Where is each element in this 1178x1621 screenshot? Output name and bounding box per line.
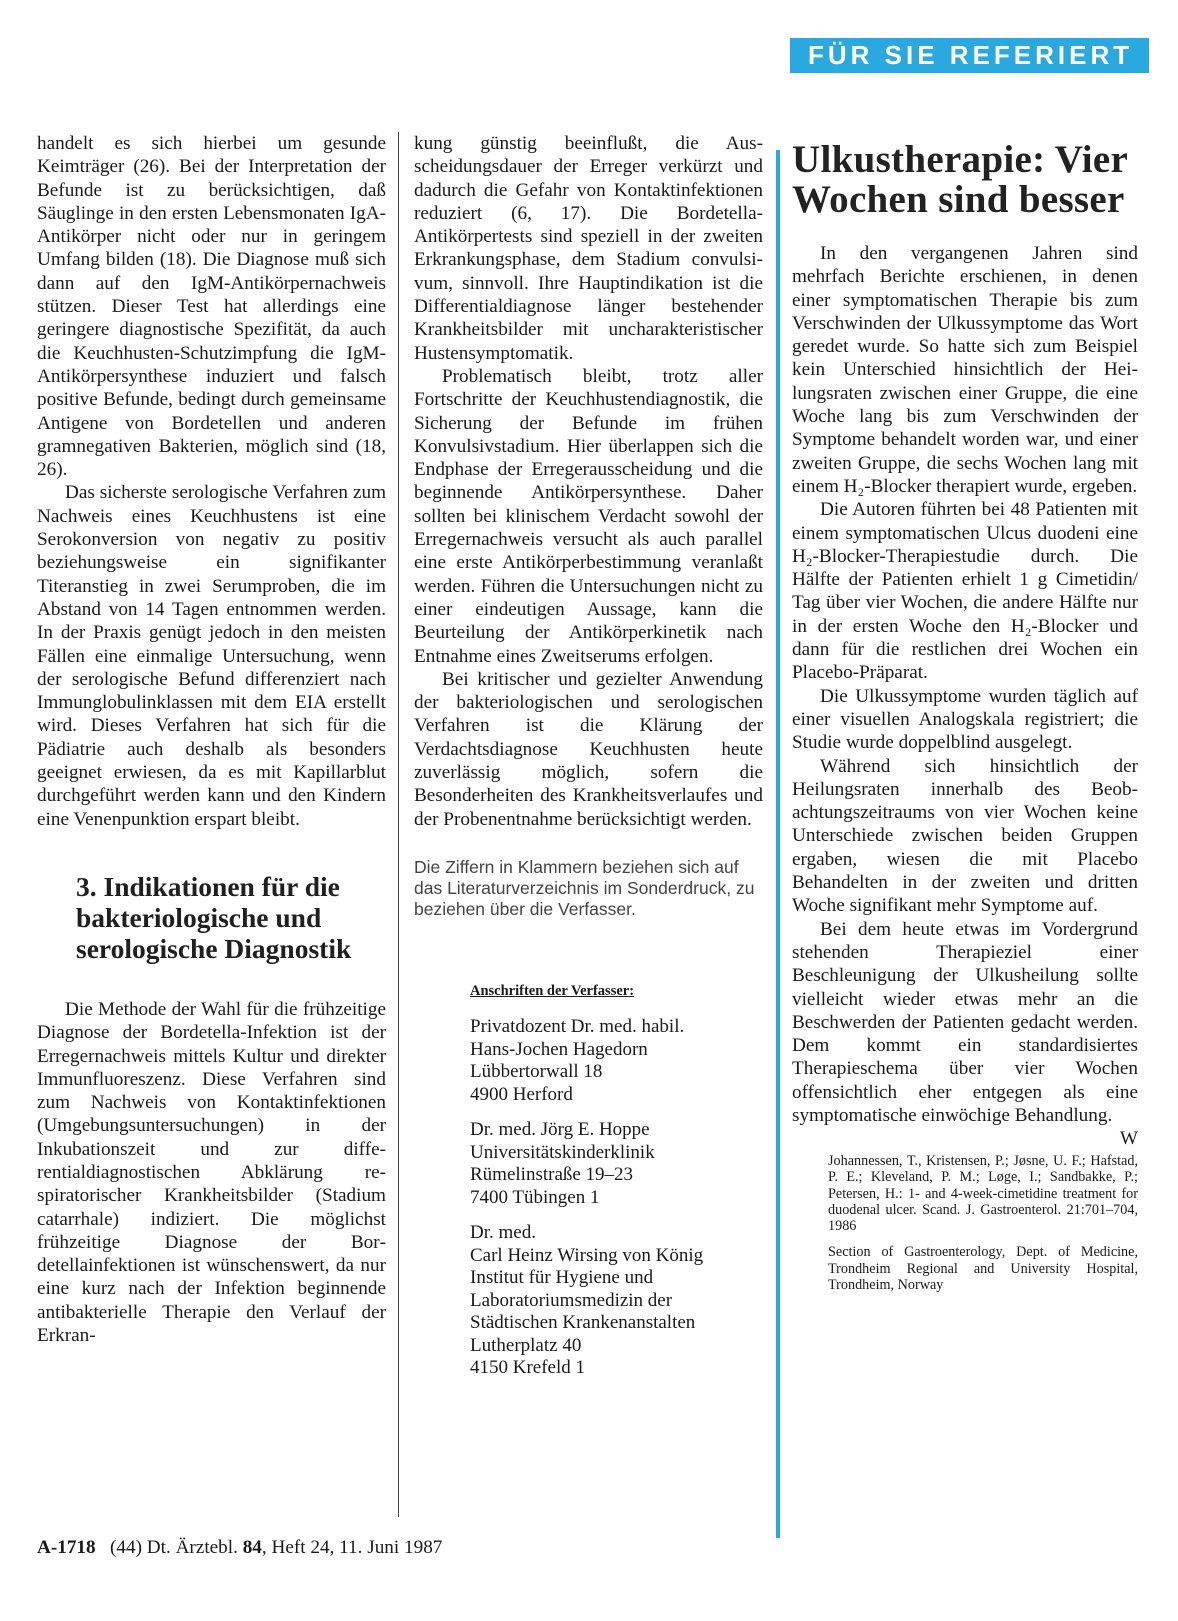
address-block: Privatdozent Dr. med. habil. Hans-Jochen Hagedorn Lübbertorwall 18 4900 Herford	[470, 1016, 685, 1105]
last-paragraph-text: Bei dem heute etwas im Vordergrund stehenden Therapieziel einer Beschleunigung der Ulkusheilung sollte vielleicht wieder etwas mehr an die Beschwerden der Patienten gedacht werden. Dem kommt ein standardisiertes Therapieschema über vier Wochen offensichtlich eher entgegen als eine symptomatische einwöchige Behandlung.	[792, 918, 1138, 1126]
body-paragraph: Problematisch bleibt, trotz aller Fortschritte der Keuchhustendiagnostik, die Sicherung der Befunde im frühen Konvulsivstadium. Hier überlappen sich die Endphase der Erregerausscheidung und die beginnende Antikörpersynthese. Daher sollten bei klinischem Verdacht sowohl der Erregernachweis versucht als auch parallel eine erste Antikörperbestimmung veranlaßt werden. Führen die Untersuchungen nicht zu einer eindeutigen Aussage, kann die Beurteilung der Antikörperkinetik nach Entnahme eines Zweitserums erfolgen.	[414, 365, 763, 667]
address-block: Dr. med. Jörg E. Hoppe Universitätskinderklinik Rümelinstraße 19–23 7400 Tübingen 1	[470, 1119, 655, 1208]
body-paragraph: Das sicherste serologische Verfahren zum Nachweis eines Keuchhustens ist eine Serokonversion von negativ zu positiv beziehungsweise ein signifikanter Titeranstieg in zwei Serumproben, die im Abstand von 14 Tagen entnommen werden. In der Praxis genügt jedoch in den meisten Fällen eine einmalige Untersuchung, wenn der serologische Befund differenziert nach Immunglobulinklassen mit dem EIA erstellt wird. Dieses Verfahren hat sich für die Pädiatrie auch deshalb als besonders geeignet erwiesen, da es mit Kapillarblut durchgeführt werden kann und den Kindern eine Venenpunktion erspart bleibt.	[37, 482, 386, 830]
issue-date: Heft 24, 11. Juni 1987	[271, 1537, 443, 1558]
body-paragraph: In den vergangenen Jahren sind mehrfach Berichte erschienen, in denen einer symptomatischen Therapie bis zum Verschwinden der Ulkussymptome das Wort geredet wurde. So hatte sich zum Beispiel kein Unterschied hinsichtlich der Heilungsraten zwischen einer Gruppe, die eine Woche lang bis zum Verschwinden der Symptome behandelt worden war, und einer zweiten Gruppe, die sechs Wochen lang mit einem H₂-Blocker therapiert wurde, ergeben.	[792, 243, 1138, 497]
reference-block	[828, 1153, 1138, 1293]
reference-citation: Johannessen, T., Kristensen, P.; Jøsne, U. F.; Hafstad, P. E.; Kleveland, P. M.; Løge, I.; Sandbakke, P.; Petersen, H.: 1- and 4-week-cimetidine treatment for duodenal ulcer. Scand. J. Gastroenterol. 21:701–704, 1986	[828, 1153, 1138, 1235]
body-paragraph: Während sich hinsichtlich der Heilungsraten innerhalb des Beobachtungszeitraums von vier Wochen keine Unterschiede zwischen beiden Gruppen ergaben, wiesen die mit Placebo Behandelten in der zweiten und dritten Woche signifikant mehr Symptome auf.	[792, 755, 1138, 917]
page-footer: A-1718 (44) Dt. Ärztebl. 84, Heft 24, 11. Juni 1987	[37, 1537, 443, 1558]
body-paragraph: Die Ulkussymptome wurden täglich auf einer visuellen Analogskala registriert; die Studie wurde doppelblind ausgelegt.	[792, 685, 1138, 754]
end-mark: W	[1119, 1128, 1138, 1150]
volume-number: 84	[242, 1537, 262, 1558]
addresses-heading: Anschriften der Verfasser:	[470, 982, 635, 999]
reference-affiliation: Section of Gastroenterology, Dept. of Medicine, Trondheim Regional and University Hospital, Trondheim, Norway	[828, 1244, 1138, 1293]
citation-note: Die Ziffern in Klammern beziehen sich auf das Literaturverzeichnis im Sonderdruck, zu beziehen über die Verfasser.	[414, 856, 755, 919]
address-block: Dr. med. Carl Heinz Wirsing von König Institut für Hygiene und Laboratoriumsmedizin der Städtischen Krankenanstalten Lutherplatz 40 4150 Krefeld 1	[470, 1222, 704, 1379]
body-paragraph-last	[792, 918, 1138, 1150]
body-paragraph: Bei kritischer und gezielter Anwendung der bakteriologischen und serologischen Verfahren ist die Klärung der Verdachtsdiagnose Keuchhusten heute zuverlässig möglich, sofern die Besonderheiten des Krankheitsverlaufes und der Probenentnahme berücksichtigt werden.	[414, 668, 763, 830]
article-accent-rule	[776, 150, 780, 1538]
author-addresses	[470, 980, 763, 1380]
column-middle	[414, 132, 763, 1393]
page-number: (44)	[110, 1537, 142, 1558]
body-paragraph: Die Methode der Wahl für die frühzeitige Diagnose der Bordetella-Infektion ist der Erregernachweis mittels Kultur und direkter Immunfluoreszenz. Diese Verfahren sind zum Nachweis von Kontaktinfektionen (Umgebungsuntersuchungen) in der Inkubationszeit und zur differentialdiagnostischen Abklärung respiratorischer Krankheitsbilder (Stadium catarrhale) indiziert. Die möglichst frühzeitige Diagnose der Bordetellainfektionen ist wünschenswert, da nur eine kurz nach der Infektion beginnende antibakterielle Therapie den Verlauf der Erkran-	[37, 998, 386, 1347]
journal-name: Dt. Ärztebl.	[146, 1537, 238, 1558]
column-divider-left	[398, 132, 399, 1517]
column-divider-right	[771, 132, 772, 1517]
column-left	[37, 132, 386, 1347]
body-paragraph: kung günstig beeinflußt, die Ausscheidungsdauer der Erreger verkürzt und dadurch die Gefahr von Kontaktinfektionen reduziert (6, 17). Die Bordetella-Antikörpertests sind speziell in der zweiten Erkrankungsphase, dem Stadium convulsivum, sinnvoll. Ihre Hauptindikation ist die Differentialdiagnose länger bestehender Krankheitsbilder mit uncharakteristischer Hustensymptomatik.	[414, 133, 763, 364]
folio: A-1718	[37, 1537, 96, 1558]
body-paragraph: handelt es sich hierbei um gesunde Keimträger (26). Bei der Interpretation der Befunde ist zu berücksichtigen, daß Säuglinge in den ersten Lebensmonaten IgA-Antikörper nicht oder nur in geringem Umfang bilden (18). Die Diagnose muß sich dann auf den IgM-Antikörpernachweis stützen. Dieser Test hat allerdings eine geringere diagnostische Spezifität, da auch die Keuchhusten-Schutzimpfung die IgM-Antikörpersynthese induziert und falsch positive Befunde, bedingt durch gemeinsame Antigene von Bordetellen und anderen gramnegativen Bakterien, möglich sind (18, 26).	[37, 133, 386, 481]
section-banner: FÜR SIE REFERIERT	[790, 38, 1149, 73]
section-heading: 3. Indikationen für die bakteriologische und serologische Diagnostik	[76, 870, 352, 964]
column-right	[792, 132, 1138, 1303]
body-paragraph: Die Autoren führten bei 48 Patienten mit einem symptomatischen Ulcus duodeni eine H₂-Blocker-Therapiestudie durch. Die Hälfte der Patienten erhielt 1 g Cimetidin/ Tag über vier Wochen, die andere Hälfte nur in der ersten Woche den H₂-Blocker und dann für die restlichen drei Wochen ein Placebo-Präparat.	[792, 499, 1138, 684]
article-headline: Ulkustherapie: Vier Wochen sind besser	[792, 138, 1128, 221]
